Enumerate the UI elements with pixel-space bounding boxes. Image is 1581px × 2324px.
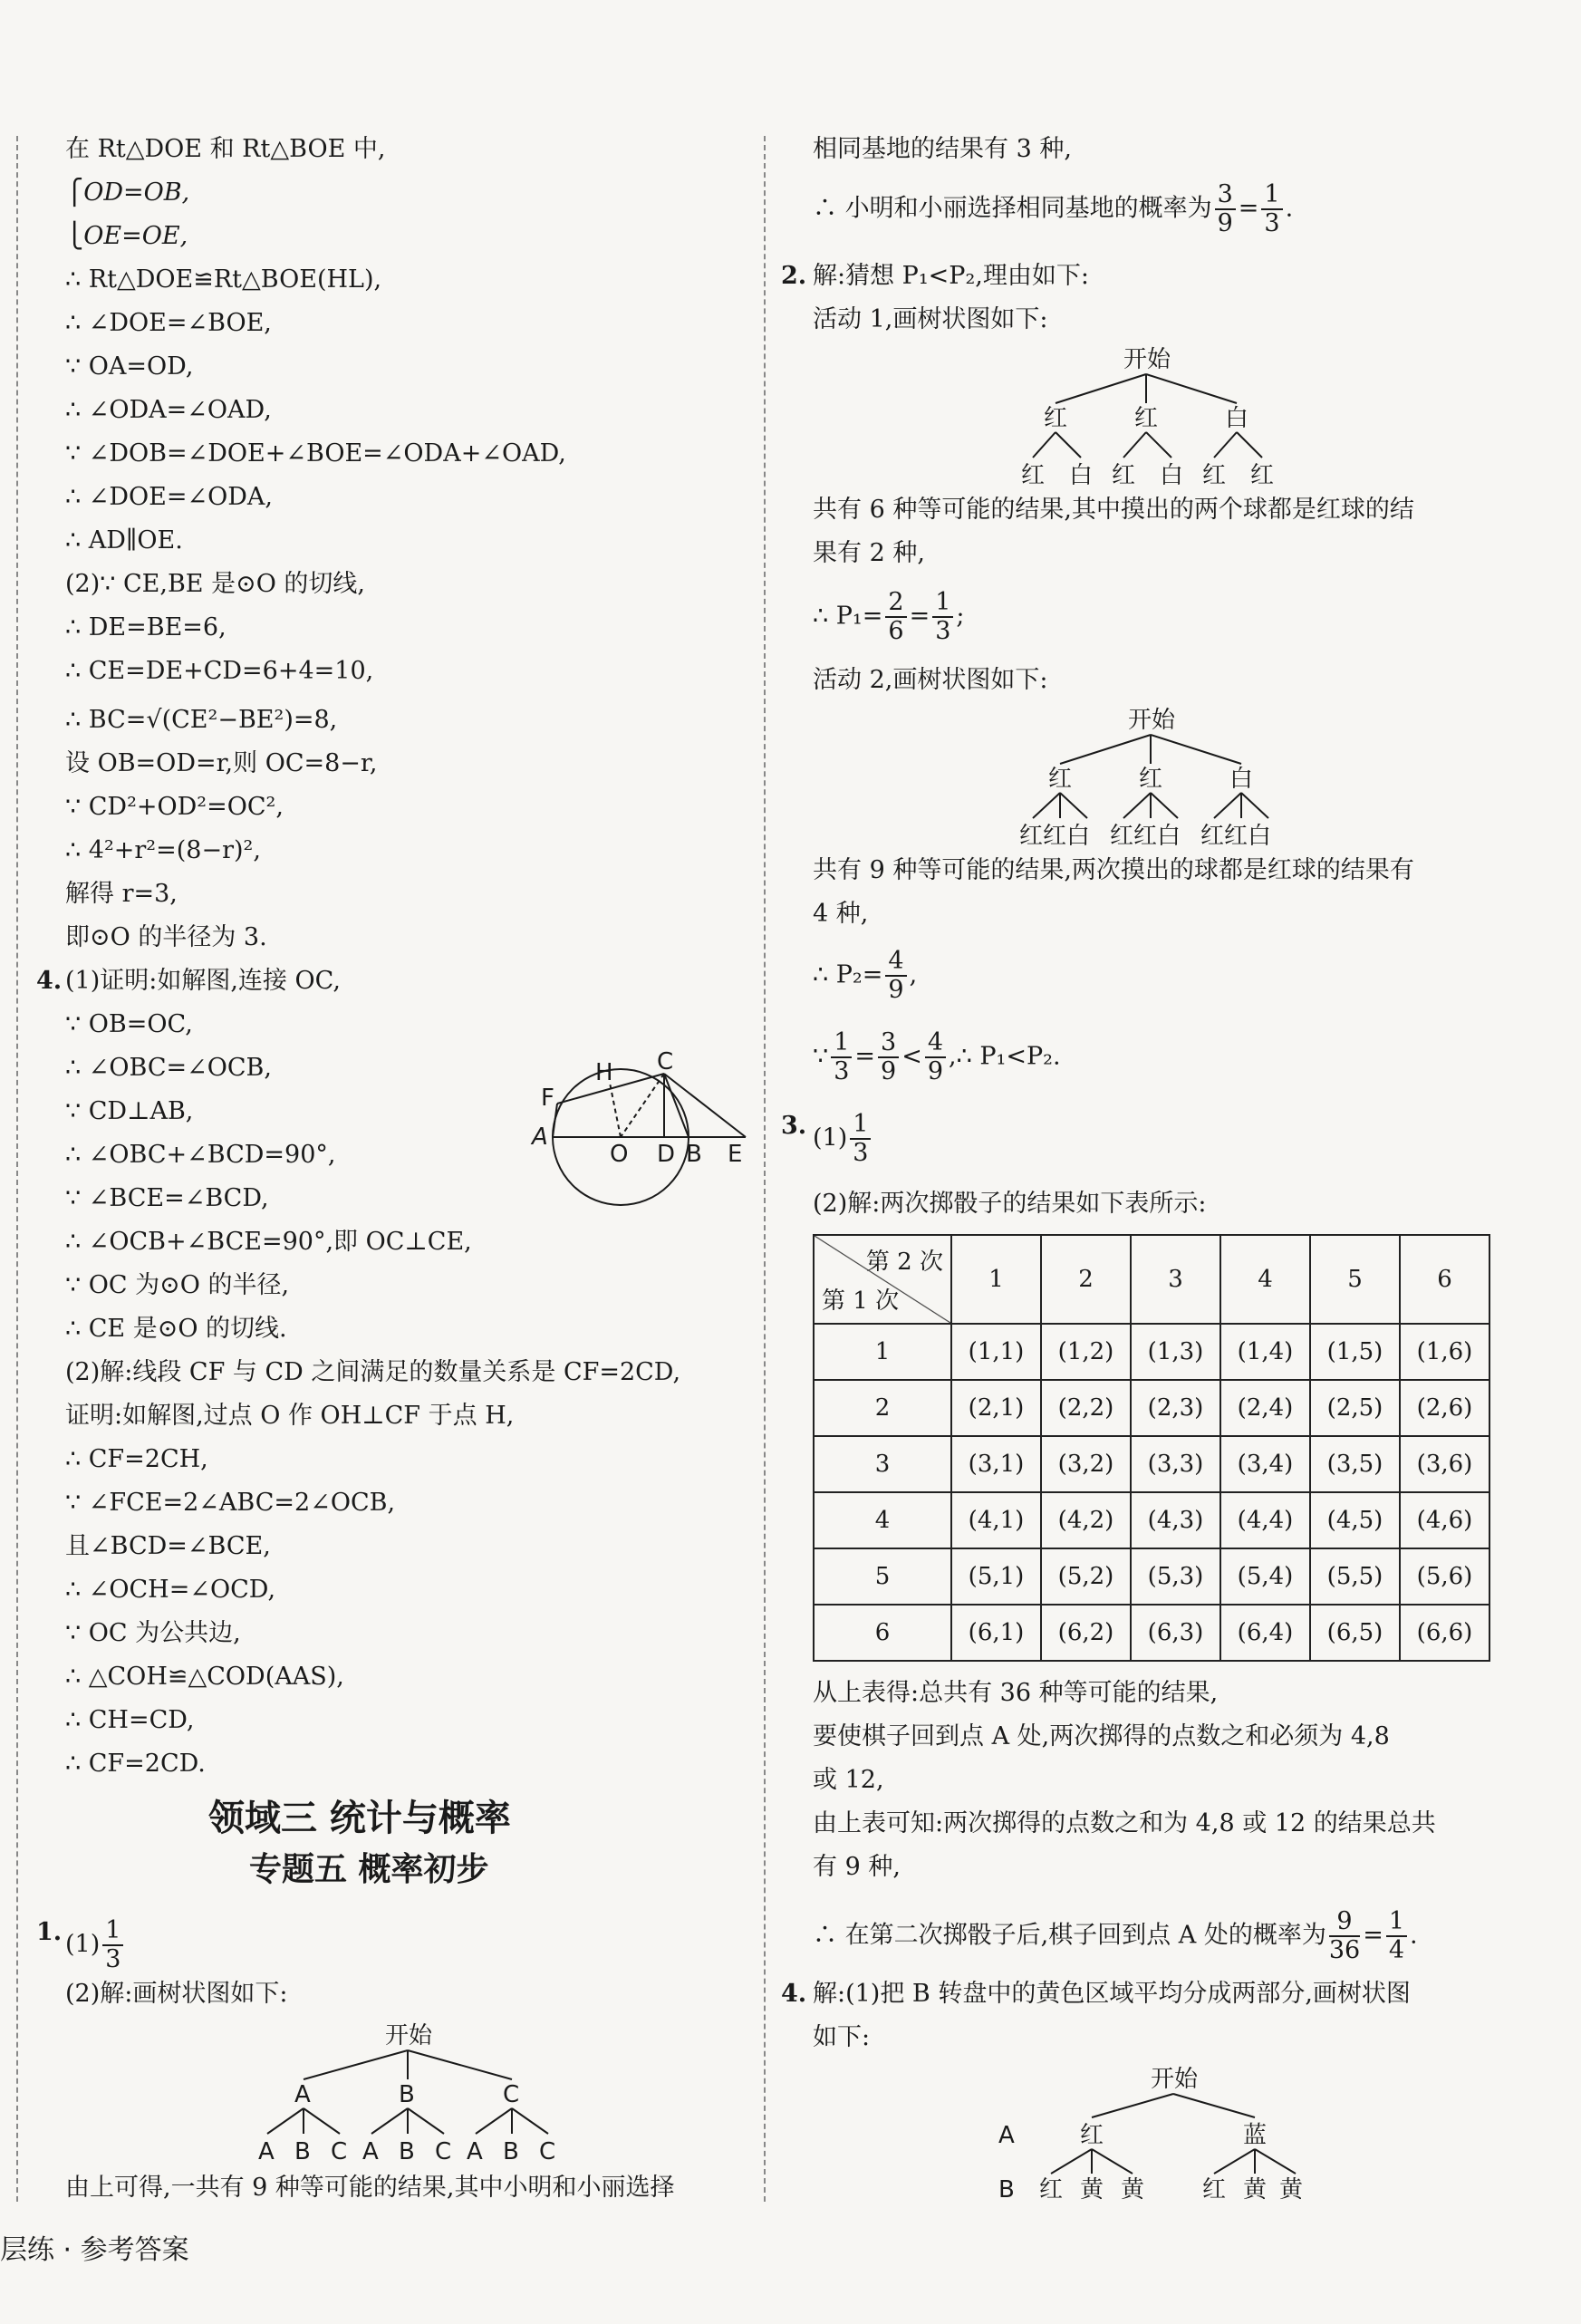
table-cell: (4,2) <box>1041 1492 1131 1548</box>
figure-label-d: D <box>657 1141 676 1168</box>
row-header: 5 <box>814 1548 951 1605</box>
denominator: 3 <box>834 1057 850 1085</box>
figure-label-a: A <box>532 1123 548 1151</box>
tree-leaf: B <box>503 2138 519 2165</box>
part-label: (1) <box>65 1930 101 1959</box>
text-line: (2)解:线段 CF 与 CD 之间满足的数量关系是 CF=2CD, <box>65 1358 681 1386</box>
text-line: ∵ OB=OC, <box>65 1010 193 1038</box>
figure-label-e: E <box>728 1141 743 1168</box>
text-line: ∵ CD²+OD²=OC², <box>65 793 284 821</box>
numerator: 1 <box>850 1111 871 1140</box>
text-line: ∵ ∠DOB=∠DOE+∠BOE=∠ODA+∠OAD, <box>65 439 566 468</box>
tree-leaf: 黄 <box>1080 2176 1104 2203</box>
row-header: 4 <box>814 1492 951 1548</box>
tree-node: B <box>399 2081 415 2108</box>
text-line: ∴ AD∥OE. <box>65 526 183 554</box>
tree-leaf: 红红白 <box>1019 823 1091 850</box>
numerator: 9 <box>1329 1908 1360 1937</box>
corner-top-label: 第 2 次 <box>865 1249 943 1276</box>
table-cell: (1,5) <box>1310 1324 1400 1380</box>
text-span: = <box>909 602 930 631</box>
fraction <box>1215 181 1236 237</box>
text-line: ∴ ∠OBC+∠BCD=90°, <box>65 1141 336 1169</box>
text-line: 从上表得:总共有 36 种等可能的结果, <box>813 1679 1219 1707</box>
tree-leaf: 红 <box>1250 462 1275 489</box>
fraction <box>1261 181 1282 237</box>
tree-node: 开始 <box>385 2022 433 2049</box>
table-cell: (3,2) <box>1041 1436 1131 1492</box>
text-line: 如下: <box>813 2023 871 2051</box>
text-line: ∴ CF=2CD. <box>65 1750 206 1778</box>
tree-node: 红 <box>1080 2122 1104 2149</box>
question-number: 1. <box>36 1918 63 1946</box>
denominator: 9 <box>1217 209 1233 237</box>
text-span: ∴ 小明和小丽选择相同基地的概率为 <box>813 194 1212 223</box>
text-line: ∴ ∠DOE=∠ODA, <box>65 483 273 511</box>
denominator: 9 <box>927 1057 943 1085</box>
fraction <box>1386 1908 1407 1964</box>
table-cell: (2,5) <box>1310 1380 1400 1436</box>
text-line: (2)解:两次掷骰子的结果如下表所示: <box>813 1190 1207 1218</box>
text-line: 有 9 种, <box>813 1853 901 1881</box>
text-span: ∴ P₂= <box>813 960 883 989</box>
table-cell: (5,5) <box>1310 1548 1400 1605</box>
tree-node: 白 <box>1225 405 1249 432</box>
text-line: 共有 9 种等可能的结果,两次摸出的球都是红球的结果有 <box>813 856 1414 884</box>
text-line: 共有 6 种等可能的结果,其中摸出的两个球都是红球的结 <box>813 496 1414 524</box>
table-cell: (2,1) <box>951 1380 1041 1436</box>
text-line: ∴ CH=CD, <box>65 1706 195 1734</box>
table-row <box>814 1324 1489 1380</box>
text-line: ∴ 4²+r²=(8−r)², <box>65 836 261 864</box>
text-line: 相同基地的结果有 3 种, <box>813 135 1072 163</box>
numerator: 3 <box>1215 181 1236 210</box>
tree-leaf: 白 <box>1160 462 1184 489</box>
table-cell: (4,5) <box>1310 1492 1400 1548</box>
dice-results-table <box>813 1234 1490 1662</box>
text-span: = <box>1238 194 1259 223</box>
numerator: 4 <box>925 1029 946 1058</box>
text-line: 由上可得,一共有 9 种等可能的结果,其中小明和小丽选择 <box>65 2174 675 2202</box>
figure-label-h: H <box>595 1059 613 1086</box>
denominator: 3 <box>1264 209 1280 237</box>
tree-node: 开始 <box>1151 2066 1199 2093</box>
text-line: 解:(1)把 B 转盘中的黄色区域平均分成两部分,画树状图 <box>813 1980 1411 2008</box>
table-cell: (4,4) <box>1220 1492 1310 1548</box>
text-line <box>813 589 964 645</box>
text-line: ∴ BC=√(CE²−BE²)=8, <box>65 706 338 734</box>
numerator: 1 <box>932 589 953 618</box>
table-cell: (2,3) <box>1131 1380 1220 1436</box>
left-margin-rule <box>16 136 18 2202</box>
table-cell: (1,6) <box>1400 1324 1489 1380</box>
numerator: 1 <box>102 1917 123 1946</box>
tree-node: 开始 <box>1128 707 1176 734</box>
text-line: 即⊙O 的半径为 3. <box>65 923 267 951</box>
fraction <box>885 948 906 1004</box>
table-row <box>814 1605 1489 1661</box>
text-line: ∴ CF=2CH, <box>65 1445 208 1473</box>
tree-leaf: 红红白 <box>1200 823 1272 850</box>
table-cell: (3,3) <box>1131 1436 1220 1492</box>
text-line <box>813 181 1293 237</box>
text-line: 解得 r=3, <box>65 880 178 908</box>
tree-diagram-spinner <box>997 2061 1305 2206</box>
table-cell: (5,4) <box>1220 1548 1310 1605</box>
text-line: ⎩OE=OE, <box>65 222 188 250</box>
table-cell: (6,3) <box>1131 1605 1220 1661</box>
figure-label-c: C <box>657 1048 674 1075</box>
denominator: 6 <box>888 617 904 645</box>
tree-node: 蓝 <box>1243 2122 1268 2149</box>
text-line: 且∠BCD=∠BCE, <box>65 1532 271 1560</box>
fraction <box>1329 1908 1360 1964</box>
denominator: 9 <box>881 1057 897 1085</box>
column-header: 2 <box>1041 1235 1131 1324</box>
table-cell: (4,3) <box>1131 1492 1220 1548</box>
tree-leaf: C <box>331 2138 348 2165</box>
tree-node: 红 <box>1134 405 1159 432</box>
table-cell: (2,4) <box>1220 1380 1310 1436</box>
text-line: 由上表可知:两次掷得的点数之和为 4,8 或 12 的结果总共 <box>813 1809 1436 1837</box>
question-number: 3. <box>781 1112 807 1140</box>
tree-leaf: 红 <box>1021 462 1046 489</box>
tree-leaf: 黄 <box>1279 2176 1304 2203</box>
table-corner-cell <box>814 1235 951 1324</box>
table-cell: (6,4) <box>1220 1605 1310 1661</box>
text-line: 证明:如解图,过点 O 作 OH⊥CF 于点 H, <box>65 1402 515 1430</box>
question-number: 4. <box>781 1980 807 2008</box>
denominator: 36 <box>1328 1936 1361 1964</box>
tree-leaf: 红红白 <box>1110 823 1181 850</box>
corner-bottom-label: 第 1 次 <box>822 1287 900 1315</box>
table-row <box>814 1436 1489 1492</box>
text-line: ∵ OC 为⊙O 的半径, <box>65 1271 290 1299</box>
tree-node: C <box>503 2081 520 2108</box>
fraction <box>885 589 906 645</box>
text-line: 活动 2,画树状图如下: <box>813 666 1048 694</box>
text-line: ∵ ∠FCE=2∠ABC=2∠OCB, <box>65 1489 396 1517</box>
text-span: = <box>854 1042 875 1071</box>
text-line <box>65 1917 126 1973</box>
row-header: 2 <box>814 1380 951 1436</box>
table-cell: (3,4) <box>1220 1436 1310 1492</box>
table-cell: (6,1) <box>951 1605 1041 1661</box>
text-line: ∴ ∠OCB+∠BCE=90°,即 OC⊥CE, <box>65 1228 472 1256</box>
table-cell: (1,4) <box>1220 1324 1310 1380</box>
tree-leaf: C <box>435 2138 452 2165</box>
fraction <box>932 589 953 645</box>
text-line: ∵ OC 为公共边, <box>65 1619 241 1647</box>
text-span: . <box>1285 194 1294 223</box>
column-header: 4 <box>1220 1235 1310 1324</box>
column-divider <box>764 136 766 2202</box>
tree-node: 红 <box>1139 766 1163 793</box>
table-cell: (3,1) <box>951 1436 1041 1492</box>
text-span: ; <box>956 602 965 631</box>
topic-title: 专题五 概率初步 <box>249 1851 489 1888</box>
numerator: 1 <box>1386 1908 1407 1937</box>
numerator: 2 <box>885 589 906 618</box>
text-line: (2)解:画树状图如下: <box>65 1980 288 2008</box>
table-cell: (5,3) <box>1131 1548 1220 1605</box>
text-line: 在 Rt△DOE 和 Rt△BOE 中, <box>65 135 386 163</box>
page-footer: 层练 · 参考答案 <box>0 2234 189 2266</box>
table-cell: (4,6) <box>1400 1492 1489 1548</box>
fraction <box>831 1029 852 1085</box>
text-line: 设 OB=OD=r,则 OC=8−r, <box>65 749 378 777</box>
figure-label-o: O <box>610 1141 629 1168</box>
tree-leaf: A <box>258 2138 275 2165</box>
text-line: 果有 2 种, <box>813 539 925 567</box>
column-header: 5 <box>1310 1235 1400 1324</box>
text-line: 或 12, <box>813 1766 884 1794</box>
tree-diagram-activity2 <box>1015 700 1305 854</box>
text-line: ∴ ∠ODA=∠OAD, <box>65 396 272 424</box>
denominator: 4 <box>1388 1936 1404 1964</box>
table-row <box>814 1492 1489 1548</box>
text-line <box>813 1908 1418 1964</box>
part-label: (1) <box>813 1123 848 1152</box>
text-line: ∴ ∠OCH=∠OCD, <box>65 1576 276 1604</box>
text-line: ∴ ∠DOE=∠BOE, <box>65 309 272 337</box>
table-cell: (6,6) <box>1400 1605 1489 1661</box>
table-cell: (5,2) <box>1041 1548 1131 1605</box>
table-cell: (5,1) <box>951 1548 1041 1605</box>
table-cell: (6,2) <box>1041 1605 1131 1661</box>
table-cell: (6,5) <box>1310 1605 1400 1661</box>
text-line: ∴ Rt△DOE≌Rt△BOE(HL), <box>65 265 382 294</box>
tree-leaf: 黄 <box>1121 2176 1145 2203</box>
column-header: 6 <box>1400 1235 1489 1324</box>
text-span: ∵ <box>813 1042 829 1071</box>
denominator: 9 <box>888 976 904 1004</box>
table-cell: (2,2) <box>1041 1380 1131 1436</box>
tree-leaf: 红 <box>1202 2176 1227 2203</box>
text-line: ⎧OD=OB, <box>65 178 190 207</box>
table-cell: (2,6) <box>1400 1380 1489 1436</box>
text-line: (1)证明:如解图,连接 OC, <box>65 967 341 995</box>
numerator: 4 <box>885 948 906 977</box>
numerator: 3 <box>878 1029 899 1058</box>
text-span: ,∴ P₁<P₂. <box>949 1042 1061 1071</box>
text-span: , <box>909 960 918 989</box>
text-line: ∴ CE 是⊙O 的切线. <box>65 1315 287 1343</box>
row-header: 1 <box>814 1324 951 1380</box>
text-line <box>813 948 917 1004</box>
table-row <box>814 1548 1489 1605</box>
fraction <box>850 1111 871 1167</box>
tree-leaf: 红 <box>1202 462 1227 489</box>
fraction <box>925 1029 946 1085</box>
tree-leaf: B <box>294 2138 311 2165</box>
text-line: ∴ ∠OBC=∠OCB, <box>65 1054 272 1082</box>
tree-node: 红 <box>1044 405 1068 432</box>
table-cell: (4,1) <box>951 1492 1041 1548</box>
text-line: ∴ CE=DE+CD=6+4=10, <box>65 657 374 685</box>
tree-level-label: A <box>998 2122 1015 2149</box>
tree-node: 开始 <box>1123 346 1171 373</box>
table-cell: (1,1) <box>951 1324 1041 1380</box>
circle-geometry-figure <box>530 1048 752 1205</box>
figure-label-f: F <box>541 1085 554 1112</box>
tree-leaf: 红 <box>1039 2176 1064 2203</box>
numerator: 1 <box>831 1029 852 1058</box>
text-line: 4 种, <box>813 900 869 928</box>
text-line <box>813 1029 1061 1085</box>
tree-leaf: 红 <box>1112 462 1136 489</box>
tree-diagram-activity1 <box>1010 340 1300 494</box>
column-header: 1 <box>951 1235 1041 1324</box>
text-span: ∴ P₁= <box>813 602 883 631</box>
denominator: 3 <box>935 617 951 645</box>
denominator: 3 <box>105 1945 121 1973</box>
tree-leaf: A <box>467 2138 483 2165</box>
row-header: 6 <box>814 1605 951 1661</box>
fraction <box>878 1029 899 1085</box>
text-span: ∴ 在第二次掷骰子后,棋子回到点 A 处的概率为 <box>813 1921 1326 1950</box>
denominator: 3 <box>853 1139 869 1167</box>
table-header-row <box>814 1235 1489 1324</box>
fraction <box>102 1917 123 1973</box>
tree-leaf: 黄 <box>1243 2176 1268 2203</box>
tree-leaf: C <box>539 2138 556 2165</box>
question-number: 2. <box>781 262 807 290</box>
section-title: 领域三 统计与概率 <box>208 1798 511 1839</box>
text-span: < <box>901 1042 922 1071</box>
tree-leaf: A <box>362 2138 379 2165</box>
table-cell: (1,3) <box>1131 1324 1220 1380</box>
text-line: ∵ OA=OD, <box>65 352 194 381</box>
table-row <box>814 1380 1489 1436</box>
tree-level-label: B <box>998 2176 1015 2203</box>
table-cell: (1,2) <box>1041 1324 1131 1380</box>
text-span: = <box>1363 1921 1383 1950</box>
tree-node: 白 <box>1229 766 1254 793</box>
tree-node: 红 <box>1048 766 1073 793</box>
tree-leaf: B <box>399 2138 415 2165</box>
text-line: ∵ ∠BCE=∠BCD, <box>65 1184 269 1212</box>
text-line <box>813 1111 873 1167</box>
table-cell: (3,5) <box>1310 1436 1400 1492</box>
table-cell: (5,6) <box>1400 1548 1489 1605</box>
text-line: (2)∵ CE,BE 是⊙O 的切线, <box>65 570 366 598</box>
text-line: ∴ △COH≌△COD(AAS), <box>65 1663 344 1691</box>
text-line: 要使棋子回到点 A 处,两次掷得的点数之和必须为 4,8 <box>813 1722 1390 1750</box>
text-line: 解:猜想 P₁<P₂,理由如下: <box>813 262 1089 290</box>
text-line: ∵ CD⊥AB, <box>65 1097 194 1125</box>
row-header: 3 <box>814 1436 951 1492</box>
tree-node: A <box>294 2081 311 2108</box>
tree-diagram-abc <box>245 2016 571 2170</box>
question-number: 4. <box>36 967 63 995</box>
text-line: 活动 1,画树状图如下: <box>813 305 1048 333</box>
tree-leaf: 白 <box>1069 462 1094 489</box>
numerator: 1 <box>1261 181 1282 210</box>
table-cell: (3,6) <box>1400 1436 1489 1492</box>
text-span: . <box>1410 1921 1418 1950</box>
text-line: ∴ DE=BE=6, <box>65 613 227 641</box>
column-header: 3 <box>1131 1235 1220 1324</box>
figure-label-b: B <box>686 1141 702 1168</box>
